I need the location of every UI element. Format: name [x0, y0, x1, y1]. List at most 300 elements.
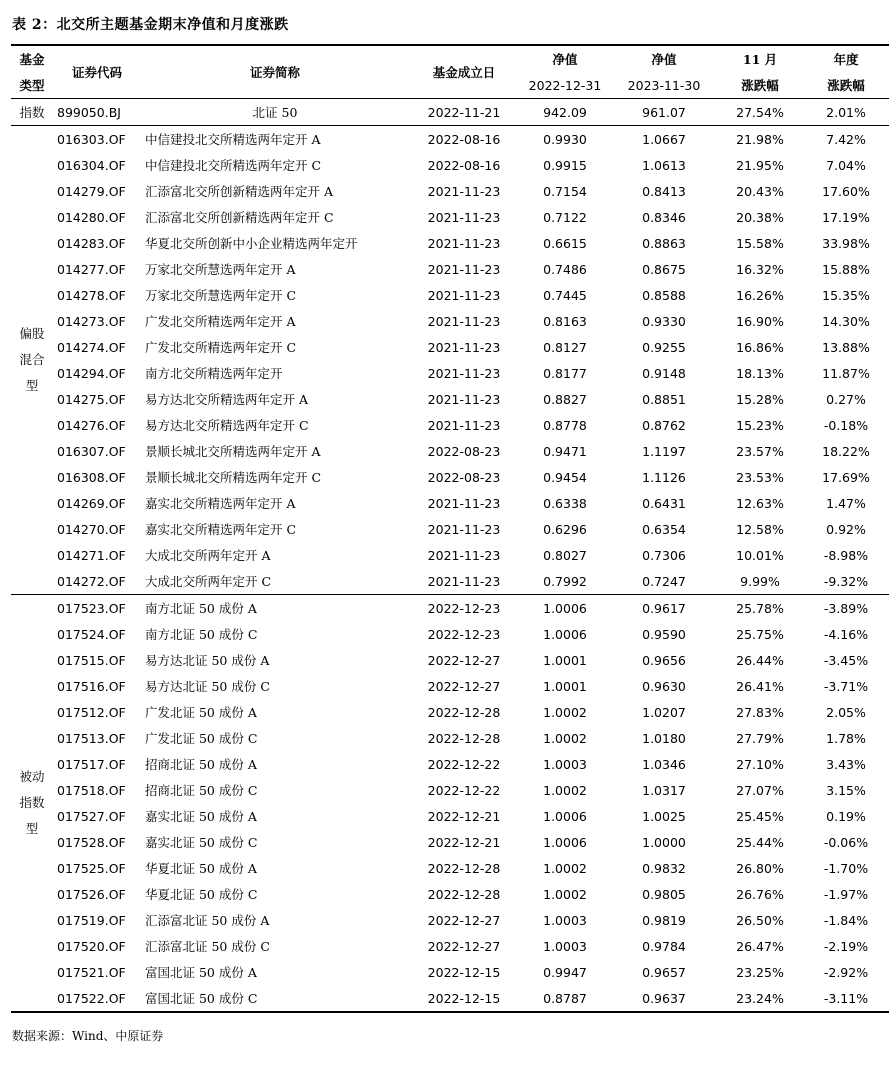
table-row	[11, 542, 889, 568]
nav-2022-12-31: 1.0002	[543, 886, 587, 902]
nav-2022-12-31: 0.7122	[543, 209, 587, 225]
table-row	[11, 282, 889, 308]
annual-change: -0.18%	[823, 417, 869, 433]
index-name: 北证 50	[141, 99, 409, 126]
nav-2023-11-30: 0.9148	[642, 365, 686, 381]
november-change: 27.83%	[736, 704, 784, 720]
nav-2022-12-31: 0.9471	[543, 443, 587, 459]
november-change: 25.45%	[736, 808, 784, 824]
fund-name: 广发北交所精选两年定开 A	[145, 314, 296, 329]
inception-date: 2022-12-28	[427, 860, 501, 876]
table-row	[11, 777, 889, 803]
fund-code: 017515.OF	[57, 652, 126, 668]
nav-2023-11-30: 0.9656	[642, 652, 686, 668]
fund-code: 017526.OF	[57, 886, 126, 902]
inception-date: 2021-11-23	[427, 547, 501, 563]
nav-2023-11-30: 0.9630	[642, 678, 686, 694]
annual-change: -2.92%	[823, 964, 869, 980]
fund-code: 016303.OF	[57, 131, 126, 147]
fund-name: 华夏北证 50 成份 C	[145, 887, 258, 902]
inception-date: 2022-12-23	[427, 600, 501, 616]
fund-code: 014278.OF	[57, 287, 126, 303]
annual-change: -2.19%	[823, 938, 869, 954]
index-nav1: 942.09	[519, 99, 611, 126]
fund-code: 014283.OF	[57, 235, 126, 251]
annual-change: 3.15%	[826, 782, 866, 798]
nav-2023-11-30: 0.9657	[642, 964, 686, 980]
fund-name: 景顺长城北交所精选两年定开 C	[145, 470, 322, 485]
fund-code: 016308.OF	[57, 469, 126, 485]
nav-2023-11-30: 0.9330	[642, 313, 686, 329]
nav-2022-12-31: 0.8827	[543, 391, 587, 407]
november-change: 25.75%	[736, 626, 784, 642]
fund-name: 广发北交所精选两年定开 C	[145, 340, 297, 355]
annual-change: 7.42%	[826, 131, 866, 147]
fund-name: 中信建投北交所精选两年定开 C	[145, 158, 322, 173]
nav-2022-12-31: 1.0006	[543, 834, 587, 850]
fund-code: 014269.OF	[57, 495, 126, 511]
table-row	[11, 464, 889, 490]
annual-change: 3.43%	[826, 756, 866, 772]
table-row	[11, 360, 889, 386]
fund-name: 嘉实北证 50 成份 A	[145, 809, 257, 824]
november-change: 10.01%	[736, 547, 784, 563]
fund-type-cell	[11, 126, 53, 595]
inception-date: 2022-12-15	[427, 964, 501, 980]
inception-date: 2021-11-23	[427, 339, 501, 355]
inception-date: 2022-12-28	[427, 730, 501, 746]
november-change: 26.50%	[736, 912, 784, 928]
inception-date: 2021-11-23	[427, 313, 501, 329]
inception-date: 2021-11-23	[427, 391, 501, 407]
table-row	[11, 855, 889, 881]
nav-2022-12-31: 0.6615	[543, 235, 587, 251]
fund-name: 南方北证 50 成份 A	[145, 601, 257, 616]
fund-name: 嘉实北交所精选两年定开 C	[145, 522, 297, 537]
nav-2023-11-30: 0.6431	[642, 495, 686, 511]
table-row	[11, 673, 889, 699]
header-nav1-date: 2022-12-31	[519, 72, 611, 99]
inception-date: 2022-12-27	[427, 678, 501, 694]
header-year-label: 年度	[803, 45, 889, 72]
fund-name: 嘉实北交所精选两年定开 A	[145, 496, 296, 511]
data-source-note: 数据来源：Wind、中原证券	[12, 1029, 164, 1043]
inception-date: 2021-11-23	[427, 209, 501, 225]
fund-code: 014271.OF	[57, 547, 126, 563]
table-body	[11, 99, 889, 1013]
nav-2023-11-30: 1.1197	[642, 443, 686, 459]
fund-name: 华夏北交所创新中小企业精选两年定开	[145, 236, 358, 251]
nav-2022-12-31: 0.9454	[543, 469, 587, 485]
nav-2022-12-31: 0.8127	[543, 339, 587, 355]
header-nav1-label: 净值	[519, 45, 611, 72]
november-change: 23.25%	[736, 964, 784, 980]
fund-code: 017513.OF	[57, 730, 126, 746]
fund-code: 014275.OF	[57, 391, 126, 407]
nav-2023-11-30: 0.7247	[611, 568, 717, 595]
header-nav2-label: 净值	[611, 45, 717, 72]
november-change: 26.41%	[736, 678, 784, 694]
november-change: 26.76%	[736, 886, 784, 902]
inception-date: 2021-11-23	[427, 235, 501, 251]
annual-change: 2.05%	[826, 704, 866, 720]
index-type: 指数	[11, 99, 53, 126]
fund-name: 招商北证 50 成份 A	[145, 757, 257, 772]
fund-name: 汇添富北证 50 成份 A	[145, 913, 270, 928]
nav-2023-11-30: 1.0317	[642, 782, 686, 798]
annual-change: 17.19%	[822, 209, 870, 225]
fund-name: 易方达北证 50 成份 C	[145, 679, 270, 694]
fund-table	[11, 44, 889, 1013]
fund-name: 汇添富北交所创新精选两年定开 C	[145, 210, 334, 225]
nav-2023-11-30: 0.9590	[642, 626, 686, 642]
table-row	[11, 256, 889, 282]
fund-type-line: 型	[25, 378, 39, 393]
november-change: 9.99%	[717, 568, 803, 595]
header-type-line1: 基金	[11, 45, 53, 72]
nav-2022-12-31: 1.0006	[543, 808, 587, 824]
annual-change: 0.27%	[826, 391, 866, 407]
header-type-line2: 类型	[11, 72, 53, 99]
inception-date: 2021-11-23	[427, 521, 501, 537]
inception-date: 2022-08-16	[427, 157, 501, 173]
nav-2022-12-31: 1.0001	[543, 652, 587, 668]
nav-2022-12-31: 1.0006	[543, 626, 587, 642]
fund-code: 017524.OF	[57, 626, 126, 642]
november-change: 20.43%	[736, 183, 784, 199]
nav-2023-11-30: 0.8413	[642, 183, 686, 199]
fund-code: 014279.OF	[57, 183, 126, 199]
fund-code: 017516.OF	[57, 678, 126, 694]
annual-change: 18.22%	[822, 443, 870, 459]
index-code: 899050.BJ	[53, 99, 141, 126]
fund-code: 017527.OF	[57, 808, 126, 824]
fund-name: 富国北证 50 成份 C	[141, 985, 409, 1012]
annual-change: 7.04%	[826, 157, 866, 173]
annual-change: 0.92%	[826, 521, 866, 537]
table-row	[11, 803, 889, 829]
inception-date: 2021-11-23	[427, 287, 501, 303]
table-row	[11, 412, 889, 438]
nav-2023-11-30: 1.0613	[642, 157, 686, 173]
nav-2023-11-30: 1.0025	[642, 808, 686, 824]
annual-change: 17.69%	[822, 469, 870, 485]
nav-2022-12-31: 0.6296	[543, 521, 587, 537]
table-row	[11, 595, 889, 622]
nav-2022-12-31: 0.8027	[543, 547, 587, 563]
fund-code: 017519.OF	[57, 912, 126, 928]
inception-date: 2022-12-21	[427, 834, 501, 850]
nav-2022-12-31: 0.7445	[543, 287, 587, 303]
fund-name: 万家北交所慧选两年定开 C	[145, 288, 297, 303]
fund-code: 017520.OF	[57, 938, 126, 954]
fund-code: 017521.OF	[57, 964, 126, 980]
inception-date: 2021-11-23	[427, 495, 501, 511]
fund-name: 南方北交所精选两年定开	[145, 366, 283, 381]
fund-code: 014280.OF	[57, 209, 126, 225]
fund-code: 017518.OF	[57, 782, 126, 798]
inception-date: 2022-12-28	[427, 886, 501, 902]
fund-type-line: 混合	[19, 352, 45, 367]
fund-name: 景顺长城北交所精选两年定开 A	[145, 444, 321, 459]
fund-code: 014270.OF	[57, 521, 126, 537]
nav-2022-12-31: 0.8163	[543, 313, 587, 329]
fund-name: 大成北交所两年定开 A	[145, 548, 271, 563]
fund-type-line: 型	[25, 821, 39, 836]
table-row	[11, 933, 889, 959]
header-date: 基金成立日	[409, 45, 519, 99]
november-change: 23.53%	[736, 469, 784, 485]
nav-2022-12-31: 1.0002	[543, 730, 587, 746]
fund-name: 万家北交所慧选两年定开 A	[145, 262, 296, 277]
november-change: 27.10%	[736, 756, 784, 772]
nav-2023-11-30: 1.0207	[642, 704, 686, 720]
fund-name: 汇添富北交所创新精选两年定开 A	[145, 184, 334, 199]
nav-2023-11-30: 0.9805	[642, 886, 686, 902]
annual-change: -1.97%	[823, 886, 869, 902]
header-nav2-date: 2023-11-30	[611, 72, 717, 99]
inception-date: 2022-08-16	[427, 131, 501, 147]
table-row	[11, 985, 889, 1012]
november-change: 23.24%	[717, 985, 803, 1012]
november-change: 26.47%	[736, 938, 784, 954]
november-change: 25.78%	[736, 600, 784, 616]
fund-code: 017522.OF	[53, 985, 141, 1012]
nav-2022-12-31: 1.0002	[543, 704, 587, 720]
inception-date: 2021-11-23	[427, 183, 501, 199]
fund-code: 017528.OF	[57, 834, 126, 850]
nav-2022-12-31: 1.0006	[543, 600, 587, 616]
november-change: 18.13%	[736, 365, 784, 381]
fund-name: 广发北证 50 成份 C	[145, 731, 258, 746]
annual-change: 0.19%	[826, 808, 866, 824]
annual-change: -1.70%	[823, 860, 869, 876]
annual-change: -9.32%	[803, 568, 889, 595]
annual-change: -3.45%	[823, 652, 869, 668]
fund-code: 017512.OF	[57, 704, 126, 720]
inception-date: 2022-12-21	[427, 808, 501, 824]
november-change: 21.98%	[736, 131, 784, 147]
fund-type-line: 偏股	[19, 326, 45, 341]
annual-change: -3.11%	[803, 985, 889, 1012]
november-change: 23.57%	[736, 443, 784, 459]
fund-code: 014277.OF	[57, 261, 126, 277]
november-change: 12.63%	[736, 495, 784, 511]
annual-change: -4.16%	[823, 626, 869, 642]
nav-2023-11-30: 0.9637	[611, 985, 717, 1012]
nav-2023-11-30: 1.0346	[642, 756, 686, 772]
inception-date: 2022-12-27	[427, 912, 501, 928]
nav-2022-12-31: 0.9930	[543, 131, 587, 147]
november-change: 15.28%	[736, 391, 784, 407]
fund-name: 大成北交所两年定开 C	[141, 568, 409, 595]
annual-change: 15.35%	[822, 287, 870, 303]
table-row	[11, 334, 889, 360]
fund-name: 招商北证 50 成份 C	[145, 783, 258, 798]
nav-2022-12-31: 0.8778	[543, 417, 587, 433]
index-month-change: 27.54%	[717, 99, 803, 126]
nav-2023-11-30: 0.6354	[642, 521, 686, 537]
inception-date: 2022-12-28	[427, 704, 501, 720]
fund-name: 广发北证 50 成份 A	[145, 705, 257, 720]
table-header	[11, 45, 889, 99]
nav-2022-12-31: 0.7486	[543, 261, 587, 277]
annual-change: 1.78%	[826, 730, 866, 746]
nav-2022-12-31: 1.0003	[543, 938, 587, 954]
inception-date: 2022-12-22	[427, 782, 501, 798]
annual-change: -8.98%	[823, 547, 869, 563]
table-row	[11, 647, 889, 673]
nav-2023-11-30: 0.9832	[642, 860, 686, 876]
nav-2022-12-31: 1.0003	[543, 756, 587, 772]
annual-change: 14.30%	[822, 313, 870, 329]
nav-2022-12-31: 0.8177	[543, 365, 587, 381]
nav-2023-11-30: 1.0000	[642, 834, 686, 850]
annual-change: 11.87%	[822, 365, 870, 381]
fund-type-cell	[11, 595, 53, 1013]
table-row	[11, 751, 889, 777]
fund-code: 014274.OF	[57, 339, 126, 355]
november-change: 16.32%	[736, 261, 784, 277]
index-row	[11, 99, 889, 126]
table-row	[11, 621, 889, 647]
nav-2023-11-30: 0.8851	[642, 391, 686, 407]
nav-2023-11-30: 0.8588	[642, 287, 686, 303]
november-change: 16.90%	[736, 313, 784, 329]
fund-code: 014294.OF	[57, 365, 126, 381]
header-year-change: 涨跌幅	[803, 72, 889, 99]
nav-2023-11-30: 0.8346	[642, 209, 686, 225]
fund-code: 014276.OF	[57, 417, 126, 433]
nav-2022-12-31: 1.0002	[543, 860, 587, 876]
fund-name: 华夏北证 50 成份 A	[145, 861, 257, 876]
inception-date: 2022-08-23	[427, 443, 501, 459]
inception-date: 2022-12-22	[427, 756, 501, 772]
november-change: 21.95%	[736, 157, 784, 173]
annual-change: -0.06%	[823, 834, 869, 850]
table-row	[11, 881, 889, 907]
inception-date: 2021-11-23	[409, 568, 519, 595]
fund-name: 易方达北交所精选两年定开 A	[145, 392, 309, 407]
table-row	[11, 829, 889, 855]
inception-date: 2022-12-27	[427, 938, 501, 954]
nav-2022-12-31: 0.9915	[543, 157, 587, 173]
annual-change: -3.71%	[823, 678, 869, 694]
nav-2023-11-30: 1.0667	[642, 131, 686, 147]
annual-change: 15.88%	[822, 261, 870, 277]
fund-name: 南方北证 50 成份 C	[145, 627, 258, 642]
november-change: 25.44%	[736, 834, 784, 850]
november-change: 16.86%	[736, 339, 784, 355]
table-row	[11, 907, 889, 933]
nav-2022-12-31: 0.7154	[543, 183, 587, 199]
header-row-1	[11, 45, 889, 72]
november-change: 15.23%	[736, 417, 784, 433]
fund-name: 汇添富北证 50 成份 C	[145, 939, 270, 954]
table-row	[11, 438, 889, 464]
table-row	[11, 152, 889, 178]
annual-change: 17.60%	[822, 183, 870, 199]
table-row	[11, 516, 889, 542]
fund-code: 017517.OF	[57, 756, 126, 772]
november-change: 27.07%	[736, 782, 784, 798]
table-row	[11, 204, 889, 230]
nav-2022-12-31: 0.7992	[519, 568, 611, 595]
fund-code: 014273.OF	[57, 313, 126, 329]
fund-name: 中信建投北交所精选两年定开 A	[145, 132, 321, 147]
fund-code: 016307.OF	[57, 443, 126, 459]
index-date: 2022-11-21	[409, 99, 519, 126]
nav-2023-11-30: 0.7306	[642, 547, 686, 563]
nav-2023-11-30: 0.9819	[642, 912, 686, 928]
fund-code: 014272.OF	[53, 568, 141, 595]
nav-2023-11-30: 0.8863	[642, 235, 686, 251]
table-row	[11, 308, 889, 334]
header-month-label: 11 月	[717, 45, 803, 72]
november-change: 26.80%	[736, 860, 784, 876]
annual-change: 13.88%	[822, 339, 870, 355]
inception-date: 2022-12-23	[427, 626, 501, 642]
fund-name: 富国北证 50 成份 A	[145, 965, 257, 980]
november-change: 20.38%	[736, 209, 784, 225]
table-title: 表 2：北交所主题基金期末净值和月度涨跌	[12, 17, 289, 33]
nav-2023-11-30: 0.9784	[642, 938, 686, 954]
table-row	[11, 490, 889, 516]
fund-type-line: 指数	[19, 795, 45, 810]
annual-change: -1.84%	[823, 912, 869, 928]
annual-change: 1.47%	[826, 495, 866, 511]
inception-date: 2022-08-23	[427, 469, 501, 485]
nav-2023-11-30: 0.8675	[642, 261, 686, 277]
table-row	[11, 126, 889, 153]
index-year-change: 2.01%	[803, 99, 889, 126]
nav-2023-11-30: 1.1126	[642, 469, 686, 485]
table-row	[11, 178, 889, 204]
november-change: 15.58%	[736, 235, 784, 251]
header-month-change: 涨跌幅	[717, 72, 803, 99]
inception-date: 2022-12-15	[409, 985, 519, 1012]
table-row	[11, 725, 889, 751]
inception-date: 2021-11-23	[427, 261, 501, 277]
fund-type-line: 被动	[19, 769, 45, 784]
table-row	[11, 959, 889, 985]
nav-2022-12-31: 1.0001	[543, 678, 587, 694]
header-name: 证券简称	[141, 45, 409, 99]
nav-2023-11-30: 0.9255	[642, 339, 686, 355]
nav-2023-11-30: 0.9617	[642, 600, 686, 616]
fund-code: 016304.OF	[57, 157, 126, 173]
inception-date: 2021-11-23	[427, 417, 501, 433]
annual-change: -3.89%	[823, 600, 869, 616]
fund-name: 易方达北交所精选两年定开 C	[145, 418, 309, 433]
index-nav2: 961.07	[611, 99, 717, 126]
inception-date: 2022-12-27	[427, 652, 501, 668]
inception-date: 2021-11-23	[427, 365, 501, 381]
header-code: 证券代码	[53, 45, 141, 99]
nav-2022-12-31: 0.8787	[519, 985, 611, 1012]
table-row	[11, 699, 889, 725]
nav-2022-12-31: 0.6338	[543, 495, 587, 511]
table-row	[11, 568, 889, 595]
fund-name: 易方达北证 50 成份 A	[145, 653, 270, 668]
table-row	[11, 386, 889, 412]
fund-code: 017523.OF	[57, 600, 126, 616]
nav-2023-11-30: 1.0180	[642, 730, 686, 746]
nav-2023-11-30: 0.8762	[642, 417, 686, 433]
nav-2022-12-31: 1.0003	[543, 912, 587, 928]
fund-name: 嘉实北证 50 成份 C	[145, 835, 258, 850]
fund-code: 017525.OF	[57, 860, 126, 876]
